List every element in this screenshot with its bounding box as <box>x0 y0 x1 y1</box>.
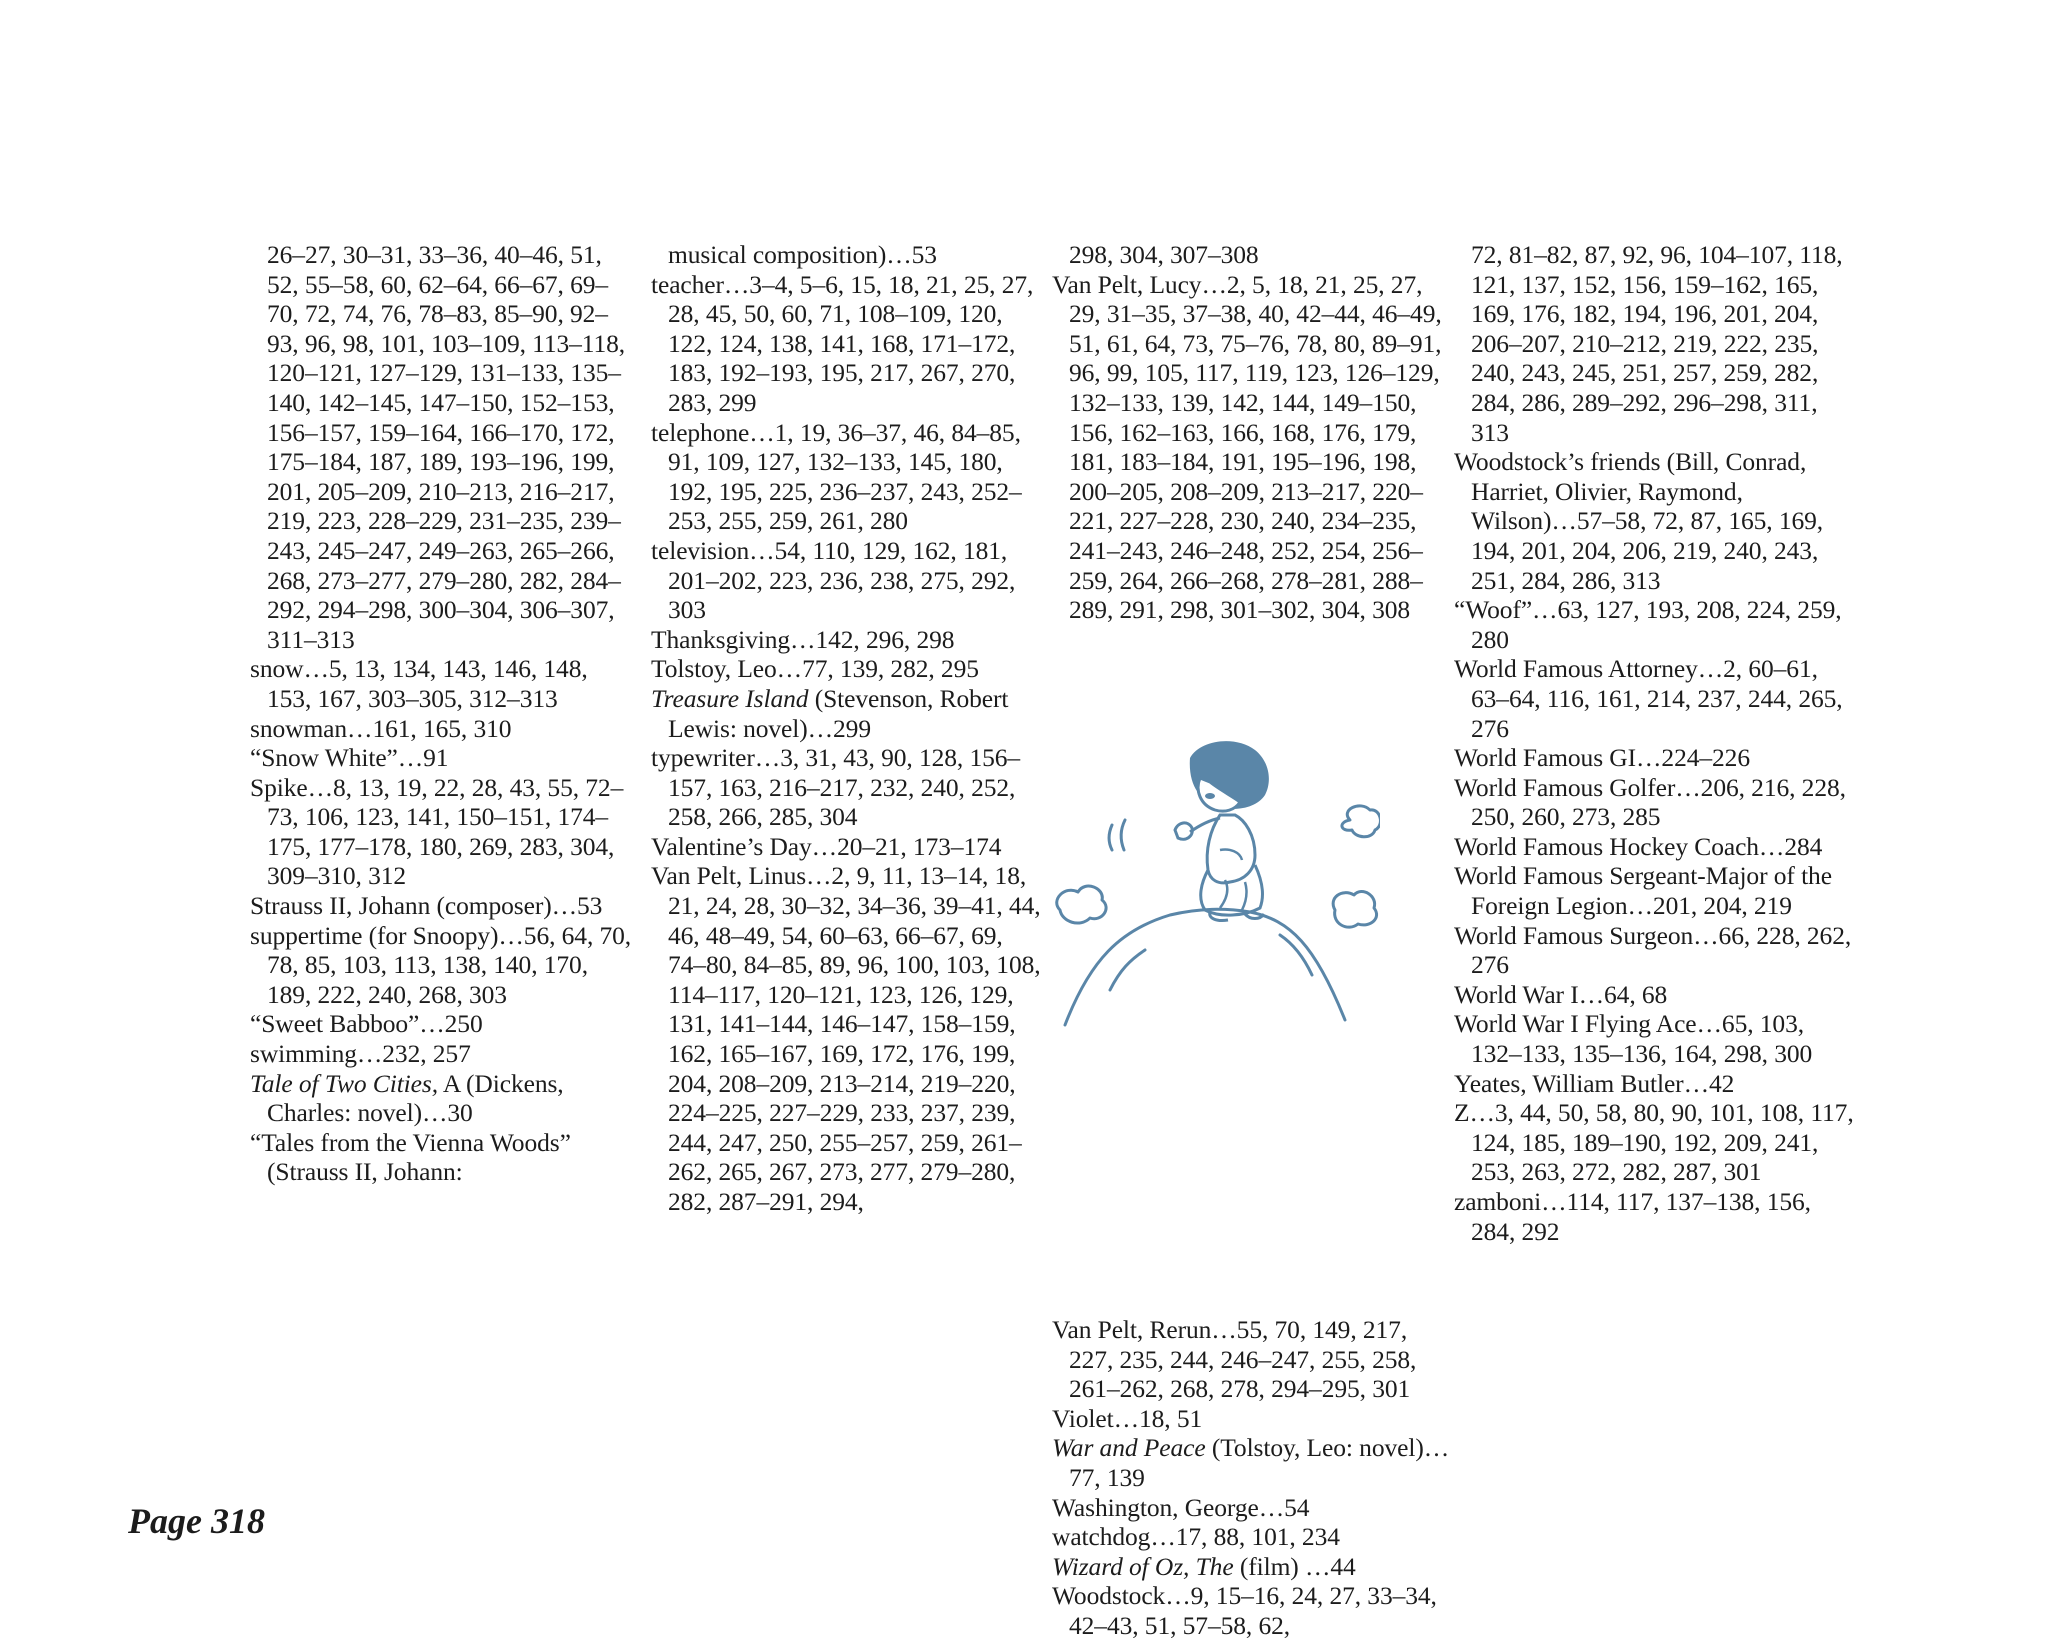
index-entry-text: World Famous Surgeon…66, 228, 262, 276 <box>1454 920 1852 980</box>
index-entry-text: Valentine’s Day…20–21, 173–174 <box>651 831 1002 861</box>
index-entry-text: television…54, 110, 129, 162, 181, 201–202, 223, 236, 238, 275, 292, 303 <box>651 535 1016 625</box>
index-entry-text: Thanksgiving…142, 296, 298 <box>651 624 955 654</box>
index-entry <box>651 654 1041 684</box>
index-entry <box>651 743 1041 832</box>
page-number: Page 318 <box>128 1501 265 1541</box>
index-entry-text: A (Dickens, Charles: novel)…30 <box>267 1068 564 1128</box>
index-entry <box>1454 1098 1854 1187</box>
index-entry <box>651 861 1041 1216</box>
index-entry-text: Strauss II, Johann (composer)…53 <box>250 891 603 921</box>
index-entry-text: Z…3, 44, 50, 58, 80, 90, 101, 108, 117, 124, 185, 189–190, 192, 209, 241, 253, 263, 272, 282, 287, 301 <box>1454 1098 1854 1187</box>
dust-puff-right <box>1333 892 1376 928</box>
index-entry-text: watchdog…17, 88, 101, 234 <box>1052 1522 1340 1552</box>
index-entry <box>250 773 635 891</box>
index-entry-text: 26–27, 30–31, 33–36, 40–46, 51, 52, 55–58, 60, 62–64, 66–67, 69–70, 72, 74, 76, 78–83, 85–90, 92–93, 96, 98, 101, 103–109, 113–118, 120–121, 127–129, 131–133, 135–140, 142–145, 147–150, 152–153, 156–157, 159–164, 166–170, 172, 175–184, 187, 189, 193–196, 199, 201, 205–209, 210–213, 216–217, 219, 223, 228–229, 231–235, 239–243, 245–247, 249–263, 265–266, 268, 273–277, 279–280, 282, 284–292, 294–298, 300–304, 306–307, 311–313 <box>267 240 626 654</box>
index-entry <box>1454 595 1854 654</box>
index-entry <box>250 654 635 713</box>
index-entry-title: War and Peace <box>1052 1433 1206 1463</box>
index-entry-text: World War I Flying Ace…65, 103, 132–133, 135–136, 164, 298, 300 <box>1454 1009 1813 1069</box>
index-entry <box>651 418 1041 536</box>
index-entry-text: Woodstock’s friends (Bill, Conrad, Harriet, Olivier, Raymond, Wilson)…57–58, 72, 87, 165, 169, 194, 201, 204, 206, 219, 240, 243, 251, 284, 286, 313 <box>1454 447 1824 595</box>
index-entry <box>1454 832 1854 862</box>
index-entry <box>1454 773 1854 832</box>
index-column-1 <box>250 240 635 1187</box>
index-entry <box>651 240 1041 270</box>
index-entry-text: suppertime (for Snoopy)…56, 64, 70, 78, 85, 103, 113, 138, 140, 170, 189, 222, 240, 268, 303 <box>250 920 632 1009</box>
index-entry <box>250 921 635 1010</box>
index-entry <box>1454 921 1854 980</box>
index-entry-text: Tolstoy, Leo…77, 139, 282, 295 <box>651 654 979 684</box>
index-entry-title: Treasure Island <box>651 683 809 713</box>
index-entry-text: (film) …44 <box>1233 1551 1356 1581</box>
index-entry-text: World Famous Golfer…206, 216, 228, 250, 260, 273, 285 <box>1454 772 1846 832</box>
index-entry-text: teacher…3–4, 5–6, 15, 18, 21, 25, 27, 28, 45, 50, 60, 71, 108–109, 120, 122, 124, 138, 141, 168, 171–172, 183, 192–193, 195, 217, 267, 270, 283, 299 <box>651 269 1034 417</box>
lucy-illustration <box>1050 730 1380 1040</box>
index-entry-text: Yeates, William Butler…42 <box>1454 1068 1735 1098</box>
index-entry-text: musical composition)…53 <box>668 240 937 269</box>
index-entry-text: World Famous GI…224–226 <box>1454 743 1750 773</box>
index-entry <box>250 1009 635 1039</box>
index-entry <box>1052 240 1452 270</box>
index-column-3-upper <box>1052 240 1452 625</box>
index-column-2 <box>651 240 1041 1217</box>
index-entry-text: Van Pelt, Lucy…2, 5, 18, 21, 25, 27, 29, 31–35, 37–38, 40, 42–44, 46–49, 51, 61, 64, 73, 75–76, 78, 80, 89–91, 96, 99, 105, 117, 119, 123, 126–129, 132–133, 139, 142, 144, 149–150, 156, 162–163, 166, 168, 176, 179, 181, 183–184, 191, 195–196, 198, 200–205, 208–209, 213–217, 220–221, 227–228, 230, 240, 234–235, 241–243, 246–248, 252, 254, 256–259, 264, 266–268, 278–281, 288–289, 291, 298, 301–302, 304, 308 <box>1052 269 1442 625</box>
index-entry-text: World War I…64, 68 <box>1454 979 1668 1009</box>
index-entry-text: Van Pelt, Rerun…55, 70, 149, 217, 227, 235, 244, 246–247, 255, 258, 261–262, 268, 278, 294–295, 301 <box>1052 1315 1417 1404</box>
index-entry-text: telephone…1, 19, 36–37, 46, 84–85, 91, 109, 127, 132–133, 145, 180, 192, 195, 225, 236–237, 243, 252–253, 255, 259, 261, 280 <box>651 417 1022 536</box>
dust-puff-right-top <box>1342 806 1380 837</box>
index-entry-text: World Famous Hockey Coach…284 <box>1454 831 1823 861</box>
index-entry-text: (Tolstoy, Leo: novel)…77, 139 <box>1069 1433 1450 1492</box>
index-entry-text: “Tales from the Vienna Woods” (Strauss II, Johann: <box>250 1127 571 1187</box>
index-entry <box>1052 1552 1452 1582</box>
index-entry <box>250 891 635 921</box>
index-entry <box>651 832 1041 862</box>
index-entry-title: Tale of Two Cities, <box>250 1068 438 1098</box>
index-entry <box>651 270 1041 418</box>
index-entry <box>250 743 635 773</box>
index-entry <box>1454 980 1854 1010</box>
index-entry-text: snowman…161, 165, 310 <box>250 713 512 743</box>
index-entry <box>1454 1069 1854 1099</box>
index-entry-text: snow…5, 13, 134, 143, 146, 148, 153, 167, 303–305, 312–313 <box>250 654 588 713</box>
index-entry <box>250 240 635 654</box>
lucy-figure <box>1175 741 1269 920</box>
index-entry <box>1052 1315 1452 1404</box>
index-entry <box>250 714 635 744</box>
index-entry-text: World Famous Sergeant-Major of the Foreign Legion…201, 204, 219 <box>1454 861 1832 921</box>
index-entry-text: swimming…232, 257 <box>250 1039 471 1069</box>
index-entry <box>1454 447 1854 595</box>
index-entry <box>651 625 1041 655</box>
index-entry <box>651 536 1041 625</box>
index-entry-text: “Sweet Babboo”…250 <box>250 1009 483 1039</box>
index-entry-text: Van Pelt, Linus…2, 9, 11, 13–14, 18, 21, 24, 28, 30–32, 34–36, 39–41, 44, 46, 48–49, 54, 60–63, 66–67, 69, 74–80, 84–85, 89, 96, 100, 103, 108, 114–117, 120–121, 123, 126, 129, 131, 141–144, 146–147, 158–159, 162, 165–167, 169, 172, 176, 199, 204, 208–209, 213–214, 219–220, 224–225, 227–229, 233, 237, 239, 244, 247, 250, 255–257, 259, 261–262, 265, 267, 273, 277, 279–280, 282, 287–291, 294, <box>651 861 1041 1216</box>
index-entry <box>1454 654 1854 743</box>
index-entry <box>1052 1522 1452 1552</box>
index-entry-title: Wizard of Oz, The <box>1052 1551 1234 1581</box>
index-entry <box>1052 1493 1452 1523</box>
index-entry-text: zamboni…114, 117, 137–138, 156, 284, 292 <box>1454 1187 1811 1246</box>
index-column-3 <box>1052 240 1452 1640</box>
index-entry-text: “Snow White”…91 <box>250 743 449 773</box>
index-entry <box>1052 1581 1452 1640</box>
index-entry <box>1454 1187 1854 1246</box>
index-entry-text: Spike…8, 13, 19, 22, 28, 43, 55, 72–73, 106, 123, 141, 150–151, 174–175, 177–178, 180, 269, 283, 304, 309–310, 312 <box>250 772 624 891</box>
index-entry <box>250 1069 635 1128</box>
index-entry-text: Woodstock…9, 15–16, 24, 27, 33–34, 42–43, 51, 57–58, 62, <box>1052 1581 1437 1640</box>
index-entry <box>1052 1404 1452 1434</box>
index-entry-text: typewriter…3, 31, 43, 90, 128, 156–157, 163, 216–217, 232, 240, 252, 258, 266, 285, 304 <box>651 743 1021 832</box>
index-entry-text: World Famous Attorney…2, 60–61, 63–64, 116, 161, 214, 237, 244, 265, 276 <box>1454 654 1843 743</box>
index-entry <box>1454 861 1854 920</box>
index-entry <box>1454 1009 1854 1068</box>
index-entry <box>1454 240 1854 447</box>
index-column-4 <box>1454 240 1854 1246</box>
index-entry <box>1454 743 1854 773</box>
index-entry <box>1052 270 1452 625</box>
index-entry-text: Washington, George…54 <box>1052 1492 1310 1522</box>
index-entry <box>250 1039 635 1069</box>
index-entry <box>1052 1433 1452 1492</box>
index-entry-text: 72, 81–82, 87, 92, 96, 104–107, 118, 121, 137, 152, 156, 159–162, 165, 169, 176, 182, 194, 196, 201, 204, 206–207, 210–212, 219, 222, 235, 240, 243, 245, 251, 257, 259, 282, 284, 286, 289–292, 296–298, 311, 313 <box>1471 240 1843 447</box>
index-entry <box>651 684 1041 743</box>
index-entry-text: “Woof”…63, 127, 193, 208, 224, 259, 280 <box>1454 595 1842 654</box>
index-column-3-lower <box>1052 1315 1452 1641</box>
dust-puff-left <box>1057 886 1106 923</box>
hill-outline <box>1065 909 1345 1025</box>
index-entry-text: Violet…18, 51 <box>1052 1403 1203 1433</box>
index-entry-text: 298, 304, 307–308 <box>1069 240 1259 269</box>
index-entry <box>250 1128 635 1187</box>
index-entry-text: (Stevenson, Robert Lewis: novel)…299 <box>668 683 1009 743</box>
